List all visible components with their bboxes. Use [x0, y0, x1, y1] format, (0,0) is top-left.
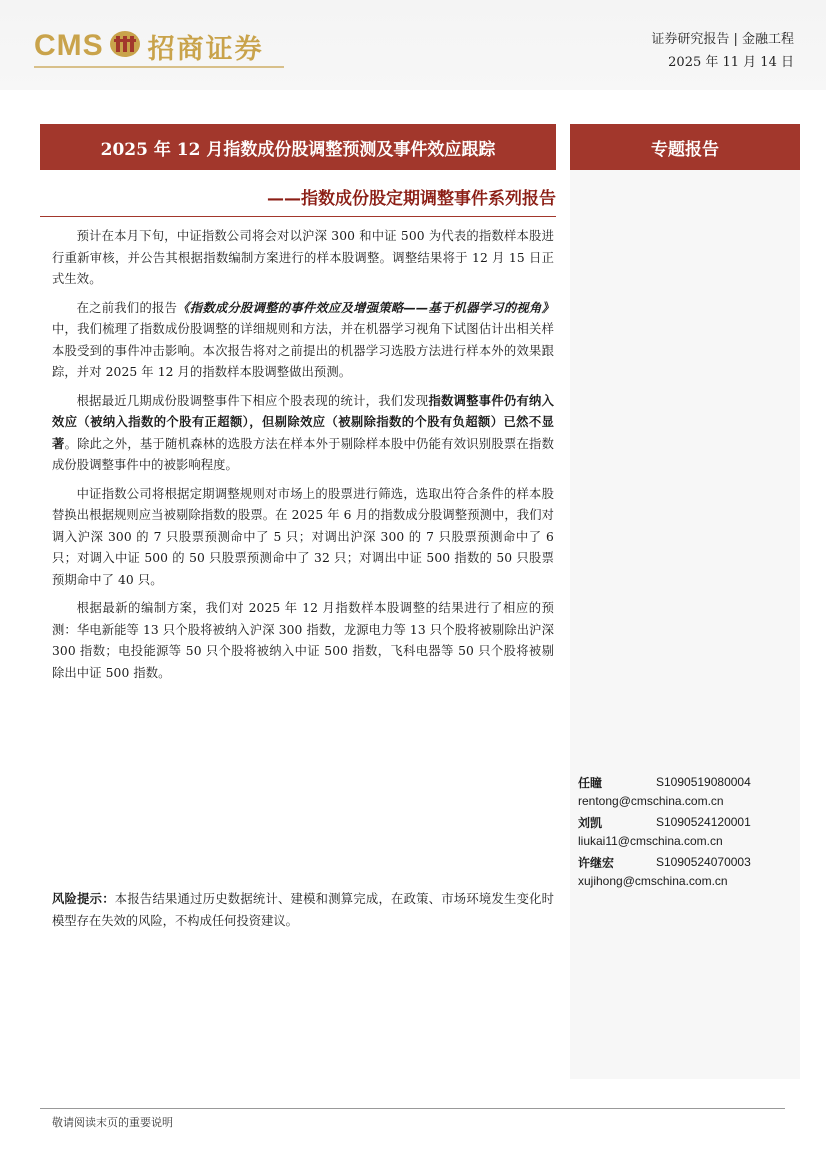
body-paragraph-2	[52, 298, 554, 384]
body-paragraph-3	[52, 391, 554, 477]
logo-emblem-icon	[108, 29, 142, 63]
body-paragraph-5: 根据最新的编制方案，我们对 2025 年 12 月指数样本股调整的结果进行了相应的预测：华电新能等 13 只个股将被纳入沪深 300 指数，龙源电力等 13 只个股将被剔除出沪深 300 指数；电投能源等 50 只个股将被纳入中证 500 指数，飞科电器等 50 只个股将被剔除出中证 500 指数。	[52, 601, 554, 680]
report-date: 2025 年 11 月 14 日	[668, 55, 794, 70]
analyst-name: 许继宏	[578, 856, 615, 870]
subtitle-divider	[40, 216, 556, 217]
key-finding: 指数调整事件仍有纳入效应（被纳入指数的个股有正超额），但剔除效应（被剔除指数的个股有负超额）已然不显著	[52, 393, 554, 451]
analyst-email[interactable]: rentong@cmschina.com.cn	[578, 794, 724, 808]
analyst-cert: S1090524070003	[656, 855, 751, 869]
analyst-cert: S1090519080004	[656, 775, 751, 789]
report-body	[52, 226, 554, 691]
side-title: 专题报告	[651, 139, 719, 160]
logo-chinese-text: 招商证券	[147, 33, 264, 65]
analyst-entry	[578, 774, 792, 814]
paragraph-text: 在之前我们的报告	[76, 300, 178, 315]
side-column	[570, 124, 800, 1079]
report-reference: 《指数成分股调整的事件效应及增强策略——基于机器学习的视角》	[177, 300, 554, 315]
analyst-name: 刘凯	[578, 816, 603, 830]
risk-notice	[52, 889, 554, 932]
report-type: 证券研究报告 | 金融工程	[651, 32, 794, 47]
side-title-bar	[570, 124, 800, 170]
footer-divider	[40, 1108, 785, 1109]
paragraph-text: 中，我们梳理了指数成份股调整的详细规则和方法，并在机器学习视角下试图估计出相关样本股受到的事件冲击影响。本次报告将对之前提出的机器学习选股方法进行样本外的效果跟踪，并对 2025 年 12 月的指数样本股调整做出预测。	[52, 322, 554, 379]
analyst-cert: S1090524120001	[656, 815, 751, 829]
paragraph-text: 。除此之外，基于随机森林的选股方法在样本外于剔除样本股中仍能有效识别股票在指数成份股调整事件中的被影响程度。	[52, 436, 554, 472]
paragraph-text: 根据最近几期成份股调整事件下相应个股表现的统计，我们发现	[76, 393, 429, 408]
analyst-list	[578, 774, 792, 894]
logo-underline	[34, 66, 284, 68]
logo-cms-text: CMS	[34, 29, 104, 62]
risk-text: 本报告结果通过历史数据统计、建模和测算完成，在政策、市场环境发生变化时模型存在失效的风险，不构成任何投资建议。	[52, 892, 554, 928]
report-title: 2025 年 12 月指数成份股调整预测及事件效应跟踪	[100, 139, 496, 160]
analyst-name: 任瞳	[578, 776, 603, 790]
analyst-email[interactable]: xujihong@cmschina.com.cn	[578, 874, 728, 888]
body-paragraph-4: 中证指数公司将根据定期调整规则对市场上的股票进行筛选，选取出符合条件的样本股替换出根据规则应当被剔除指数的股票。在 2025 年 6 月的指数成分股调整预测中，我们对调入沪深 300 的 7 只股票预测命中了 5 只；对调出沪深 300 的 7 只股票预测命中了 6 只；对调入中证 500 的 50 只股票预测命中了 32 只；对调出中证 500 指数的 50 只股票预期命中了 40 只。	[52, 486, 554, 587]
risk-label: 风险提示：	[52, 892, 115, 906]
analyst-entry	[578, 854, 792, 894]
analyst-email[interactable]: liukai11@cmschina.com.cn	[578, 834, 723, 848]
footer-disclaimer: 敬请阅读末页的重要说明	[52, 1116, 173, 1129]
company-logo	[34, 26, 264, 66]
body-paragraph-1: 预计在本月下旬，中证指数公司将会对以沪深 300 和中证 500 为代表的指数样本股进行重新审核，并公告其根据指数编制方案进行的样本股调整。调整结果将于 12 月 15 日正式生效。	[52, 229, 554, 286]
analyst-entry	[578, 814, 792, 854]
report-subtitle: ——指数成份股定期调整事件系列报告	[267, 189, 556, 209]
title-bar	[40, 124, 556, 170]
